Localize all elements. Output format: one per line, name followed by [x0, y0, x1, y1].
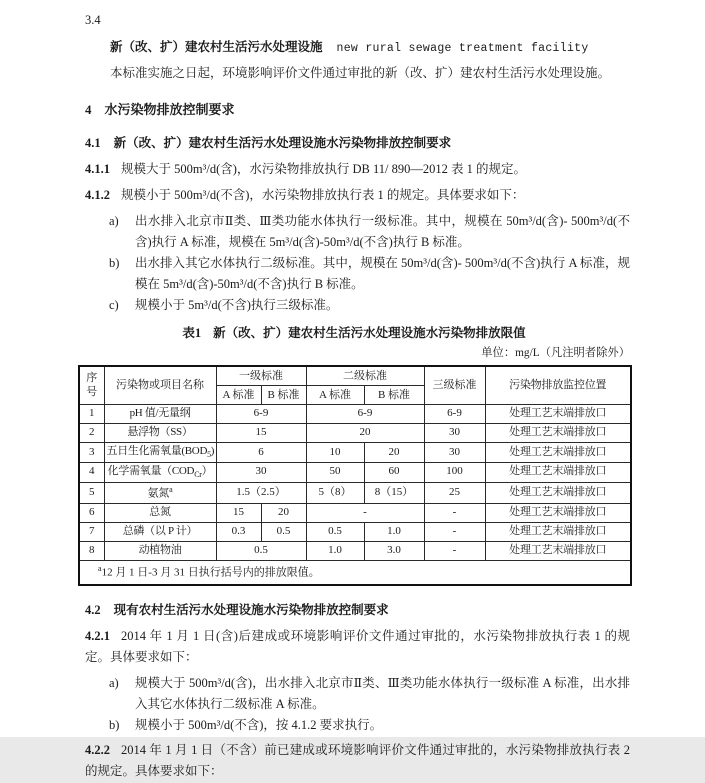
- cell-no: 8: [79, 542, 104, 561]
- table-1-unit-note: 单位：mg/L（凡注明者除外）: [481, 346, 630, 359]
- cell-grade2a: 0.5: [306, 523, 364, 542]
- th-grade1-std-a: A 标准: [216, 385, 261, 404]
- list-item-marker: a): [109, 214, 119, 229]
- table-row: [79, 424, 631, 443]
- clause-3-4-body: 本标准实施之日起，环境影响评价文件通过审批的新（改、扩）建农村生活污水处理设施。: [110, 65, 611, 80]
- term-english: new rural sewage treatment facility: [336, 42, 589, 55]
- cell-grade3: -: [424, 523, 485, 542]
- cell-grade1b: 0.5: [261, 523, 306, 542]
- list-item-marker: a): [109, 676, 119, 691]
- list-item-text: 规模大于 500m³/d(含)，出水排入北京市Ⅱ类、Ⅲ类功能水体执行一级标准 A 标准，出水排入其它水体执行二级标准 A 标准。: [135, 676, 630, 712]
- section-4-heading: [85, 100, 630, 121]
- list-item-text: 出水排入北京市Ⅱ类、Ⅲ类功能水体执行一级标准。其中，规模在 50m³/d(含)- 500m³/d(不含)执行 A 标准，规模在 5m³/d(含)-50m³/d(不含)执行 B 标准。: [135, 214, 630, 250]
- clause-4-2-1-text: 2014 年 1 月 1 日(含)后建成或环境影响评价文件通过审批的，水污染物排放执行表 1 的规定。具体要求如下：: [85, 628, 630, 664]
- list-item-marker: c): [109, 298, 119, 313]
- clause-4-2-2-text: 2014 年 1 月 1 日（不含）前已建成或环境影响评价文件通过审批的，水污染物排放执行表 2 的规定。具体要求如下：: [85, 743, 630, 779]
- cell-location: 处理工艺末端排放口: [485, 405, 631, 424]
- clause-4-2-1-list: [109, 673, 630, 736]
- cell-location: 处理工艺末端排放口: [485, 482, 631, 504]
- pollutant-name-part: ): [210, 445, 215, 458]
- cell-pollutant: 总磷（以 P 计）: [104, 523, 216, 542]
- table-footnote: [79, 561, 631, 585]
- cell-grade2a: 50: [306, 462, 364, 482]
- table-row: [79, 462, 631, 482]
- cell-grade1: 0.5: [216, 542, 306, 561]
- section-4-2-title: 现有农村生活污水处理设施水污染物排放控制要求: [113, 602, 389, 617]
- th-grade2-std-b: B 标准: [364, 385, 424, 404]
- clause-4-1-1: [85, 159, 630, 180]
- footnote-text: 12 月 1 日-3 月 31 日执行括号内的排放限值。: [101, 566, 320, 579]
- cell-grade2b: 1.0: [364, 523, 424, 542]
- cell-grade1a: 15: [216, 504, 261, 523]
- table-header-row-1: [79, 366, 631, 386]
- table-1-label: 表1: [182, 326, 202, 341]
- cell-grade3: 30: [424, 443, 485, 463]
- list-item-marker: b): [109, 718, 120, 733]
- cell-location: 处理工艺末端排放口: [485, 462, 631, 482]
- cell-grade2b: 8（15）: [364, 482, 424, 504]
- list-item-text: 规模小于 500m³/d(不含)，按 4.1.2 要求执行。: [135, 718, 383, 733]
- cell-grade3: 25: [424, 482, 485, 504]
- table-row: [79, 504, 631, 523]
- clause-4-1-1-text: 规模大于 500m³/d(含)，水污染物排放执行 DB 11/ 890—2012 表 1 的规定。: [121, 161, 527, 176]
- cell-grade2b: 60: [364, 462, 424, 482]
- cell-grade3: 6-9: [424, 405, 485, 424]
- clause-4-2-2: [85, 740, 630, 783]
- clause-4-1-1-number: 4.1.1: [85, 161, 110, 176]
- table-footnote-row: [79, 561, 631, 585]
- cell-grade2b: 3.0: [364, 542, 424, 561]
- section-4-1-title: 新（改、扩）建农村生活污水处理设施水污染物排放控制要求: [113, 135, 452, 150]
- list-item: [109, 253, 630, 295]
- pollutant-subscript: Cr: [194, 470, 202, 480]
- cell-grade3: 100: [424, 462, 485, 482]
- cell-location: 处理工艺末端排放口: [485, 542, 631, 561]
- section-4-2-number: 4.2: [85, 602, 101, 617]
- cell-grade1a: 0.3: [216, 523, 261, 542]
- th-grade2-std-a: A 标准: [306, 385, 364, 404]
- cell-no: 7: [79, 523, 104, 542]
- list-item: [109, 715, 630, 736]
- section-4-number: 4: [85, 101, 92, 117]
- cell-grade2a: 1.0: [306, 542, 364, 561]
- cell-no: 1: [79, 405, 104, 424]
- cell-grade2a: 10: [306, 443, 364, 463]
- cell-location: 处理工艺末端排放口: [485, 523, 631, 542]
- list-item: [109, 211, 630, 253]
- th-grade-3: 三级标准: [424, 366, 485, 405]
- table-row: [79, 523, 631, 542]
- th-pollutant-name: 污染物或项目名称: [104, 366, 216, 405]
- table-row: [79, 482, 631, 504]
- th-grade1-std-b: B 标准: [261, 385, 306, 404]
- list-item-text: 出水排入其它水体执行二级标准。其中，规模在 50m³/d(含)- 500m³/d(不含)执行 A 标准，规模在 5m³/d(含)-50m³/d(不含)执行 B 标准。: [135, 256, 630, 292]
- cell-no: 3: [79, 443, 104, 463]
- section-4-title: 水污染物排放控制要求: [104, 101, 235, 117]
- list-item: [109, 295, 630, 316]
- cell-location: 处理工艺末端排放口: [485, 443, 631, 463]
- cell-pollutant: 悬浮物（SS）: [104, 424, 216, 443]
- cell-no: 2: [79, 424, 104, 443]
- clause-3-4-number: 3.4: [85, 13, 101, 27]
- cell-grade1b: 20: [261, 504, 306, 523]
- cell-grade1: 6-9: [216, 405, 306, 424]
- pollutant-footnote-mark: a: [169, 484, 173, 494]
- clause-4-2-1-number: 4.2.1: [85, 628, 110, 643]
- pollutant-name-part: ）: [201, 464, 213, 477]
- section-4-1-heading: [85, 133, 630, 153]
- cell-no: 4: [79, 462, 104, 482]
- cell-no: 6: [79, 504, 104, 523]
- cell-grade1: 15: [216, 424, 306, 443]
- cell-pollutant: [104, 482, 216, 504]
- th-grade-2: 二级标准: [306, 366, 424, 386]
- cell-pollutant: [104, 462, 216, 482]
- table-1-block: [78, 324, 630, 586]
- table-row: [79, 542, 631, 561]
- cell-location: 处理工艺末端排放口: [485, 504, 631, 523]
- clause-4-1-2-text: 规模小于 500m³/d(不含)，水污染物排放执行表 1 的规定。具体要求如下：: [121, 187, 525, 202]
- cell-location: 处理工艺末端排放口: [485, 424, 631, 443]
- cell-pollutant: 总氮: [104, 504, 216, 523]
- th-serial-number: 序号: [79, 366, 104, 405]
- cell-pollutant: pH 值/无量纲: [104, 405, 216, 424]
- table-1: [78, 365, 632, 586]
- cell-no: 5: [79, 482, 104, 504]
- cell-grade3: 30: [424, 424, 485, 443]
- clause-4-2-2-number: 4.2.2: [85, 743, 110, 758]
- clause-4-1-2: [85, 185, 630, 206]
- pollutant-name-part: 化学需氧量（COD: [107, 464, 195, 477]
- table-row: [79, 443, 631, 463]
- table-1-title: [78, 324, 630, 343]
- cell-grade1: 1.5（2.5）: [216, 482, 306, 504]
- clause-4-2-1: [85, 626, 630, 669]
- list-item-marker: b): [109, 256, 120, 271]
- term-chinese: 新（改、扩）建农村生活污水处理设施: [110, 40, 323, 54]
- term-definition-line: [110, 37, 630, 59]
- pollutant-name-part: 五日生化需氧量(BOD: [106, 445, 208, 458]
- cell-grade3: -: [424, 542, 485, 561]
- cell-grade2b: 20: [364, 443, 424, 463]
- section-4-1-number: 4.1: [85, 135, 101, 150]
- cell-pollutant: [104, 443, 216, 463]
- clause-4-1-2-list: [109, 211, 630, 316]
- list-item-text: 规模小于 5m³/d(不含)执行三级标准。: [135, 298, 339, 313]
- table-1-title-text: 新（改、扩）建农村生活污水处理设施水污染物排放限值: [213, 326, 526, 341]
- section-4-2-heading: [85, 600, 630, 620]
- cell-grade3: -: [424, 504, 485, 523]
- cell-grade2a: 5（8）: [306, 482, 364, 504]
- clause-4-1-2-number: 4.1.2: [85, 187, 110, 202]
- th-grade-1: 一级标准: [216, 366, 306, 386]
- cell-grade2: -: [306, 504, 424, 523]
- pollutant-subscript: 5: [207, 450, 211, 460]
- cell-grade2: 20: [306, 424, 424, 443]
- table-row: [79, 405, 631, 424]
- cell-grade1: 30: [216, 462, 306, 482]
- th-monitor-location: 污染物排放监控位置: [485, 366, 631, 405]
- cell-grade1: 6: [216, 443, 306, 463]
- pollutant-name-part: 氨氮: [147, 487, 170, 500]
- footnote-mark: a: [98, 564, 102, 574]
- cell-grade2: 6-9: [306, 405, 424, 424]
- list-item: [109, 673, 630, 715]
- cell-pollutant: 动植物油: [104, 542, 216, 561]
